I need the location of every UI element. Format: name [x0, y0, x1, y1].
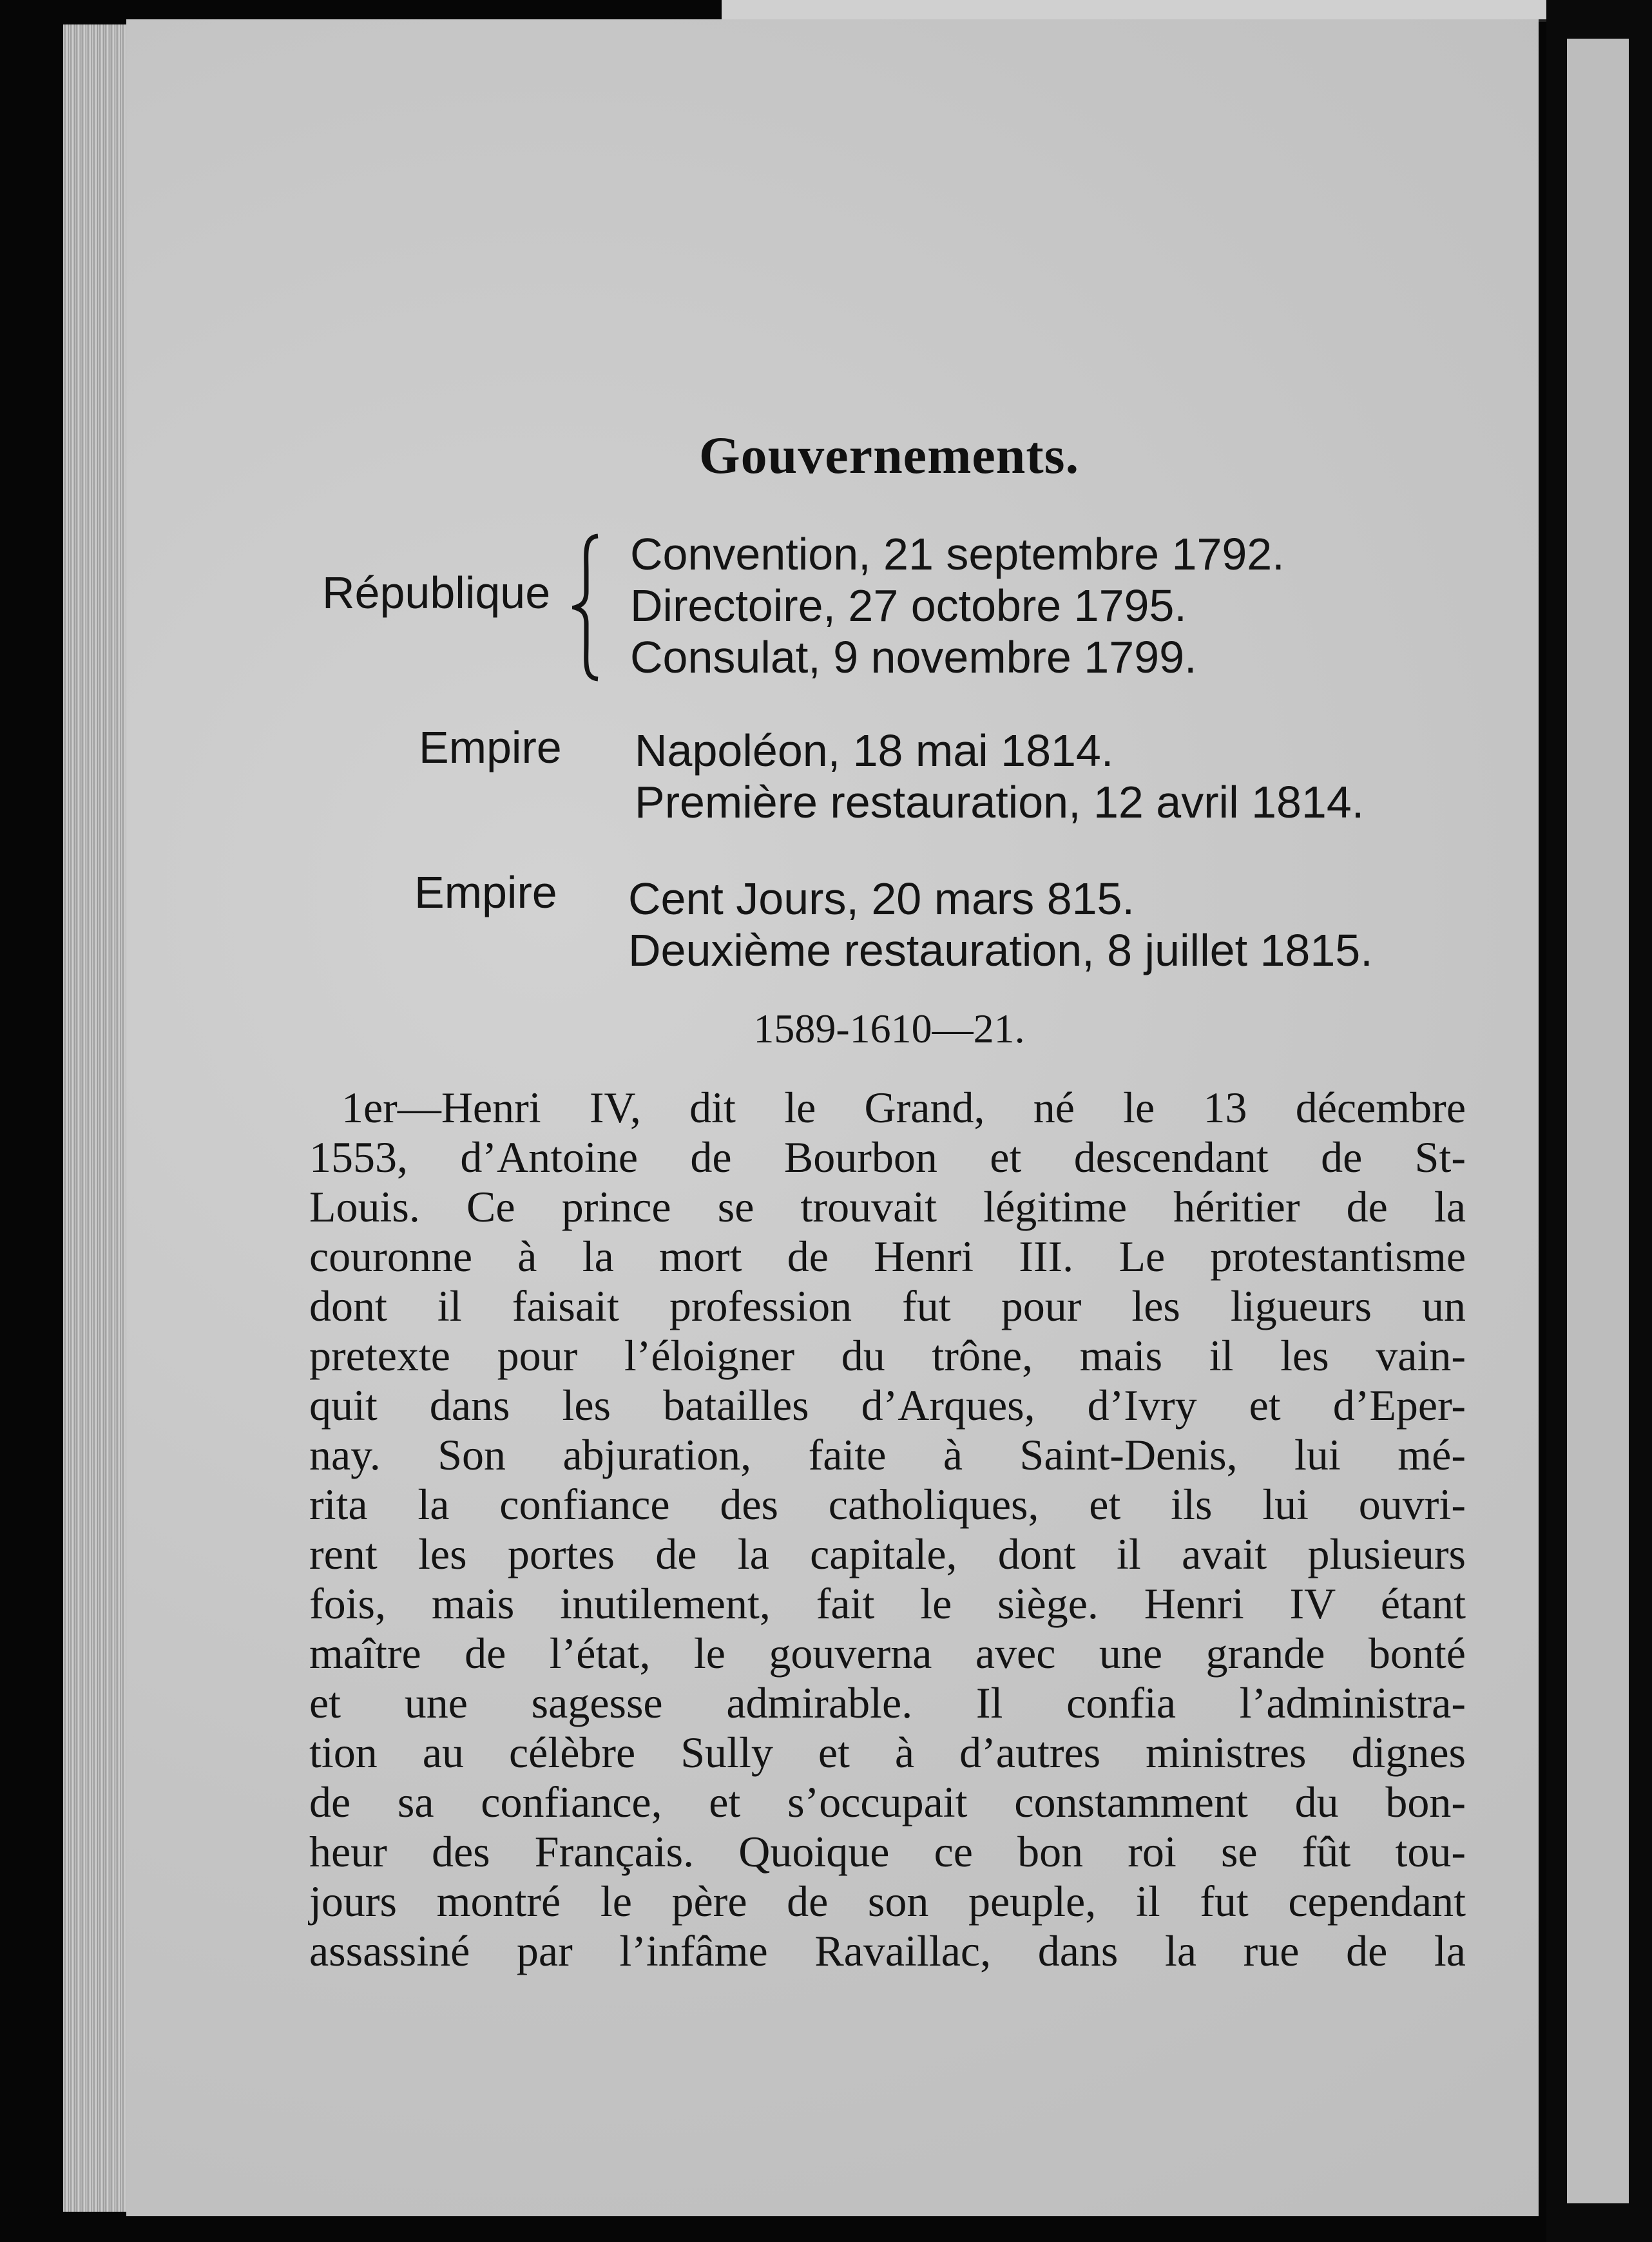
reign-years: 1589-1610—21.: [753, 1006, 1025, 1051]
adjacent-page-top-strip: [722, 0, 1559, 22]
adjacent-page-right-strip: [1546, 0, 1652, 2242]
body-line: de sa confiance, et s’occupait constamment du bon-: [309, 1777, 1466, 1826]
brace-icon: [572, 533, 606, 682]
body-line: dont il faisait profession fut pour les ligueurs un: [309, 1281, 1466, 1330]
section-label-republique: République: [322, 568, 551, 618]
body-line: rent les portes de la capitale, dont il avait plusieurs: [309, 1529, 1466, 1578]
body-line: assassiné par l’infâme Ravaillac, dans la rue de la: [309, 1926, 1466, 1975]
entry-convention: Convention, 21 septembre 1792.: [630, 529, 1285, 579]
body-line: fois, mais inutilement, fait le siège. Henri IV étant: [309, 1579, 1466, 1628]
entry-directoire: Directoire, 27 octobre 1795.: [630, 580, 1187, 631]
body-line: Louis. Ce prince se trouvait légitime héritier de la: [309, 1182, 1466, 1231]
entry-deuxieme-restauration: Deuxième restauration, 8 juillet 1815.: [628, 925, 1373, 975]
body-line: rita la confiance des catholiques, et ils lui ouvri-: [309, 1480, 1466, 1529]
body-line: heur des Français. Quoique ce bon roi se fût tou-: [309, 1827, 1466, 1876]
body-line: 1er—Henri IV, dit le Grand, né le 13 décembre: [341, 1083, 1466, 1132]
section-label-empire-1: Empire: [419, 722, 562, 772]
page-title: Gouvernements.: [698, 426, 1080, 484]
entry-premiere-restauration: Première restauration, 12 avril 1814.: [635, 777, 1365, 827]
body-line: 1553, d’Antoine de Bourbon et descendant de St-: [309, 1133, 1466, 1182]
body-line: tion au célèbre Sully et à d’autres ministres dignes: [309, 1728, 1466, 1777]
body-line: et une sagesse admirable. Il confia l’administra-: [309, 1678, 1466, 1727]
entry-cent-jours: Cent Jours, 20 mars 815.: [628, 874, 1135, 924]
body-line: jours montré le père de son peuple, il fut cependant: [309, 1877, 1466, 1926]
page-edge-stack: [63, 24, 134, 2212]
body-line: nay. Son abjuration, faite à Saint-Denis, lui mé-: [309, 1430, 1466, 1479]
body-line: couronne à la mort de Henri III. Le protestantisme: [309, 1232, 1466, 1281]
section-label-empire-2: Empire: [414, 867, 557, 917]
body-line: quit dans les batailles d’Arques, d’Ivry et d’Eper-: [309, 1381, 1466, 1430]
entry-consulat: Consulat, 9 novembre 1799.: [630, 632, 1197, 682]
body-line: maître de l’état, le gouverna avec une grande bonté: [309, 1629, 1466, 1678]
body-line: pretexte pour l’éloigner du trône, mais il les vain-: [309, 1331, 1466, 1380]
entry-napoleon: Napoléon, 18 mai 1814.: [635, 725, 1114, 776]
